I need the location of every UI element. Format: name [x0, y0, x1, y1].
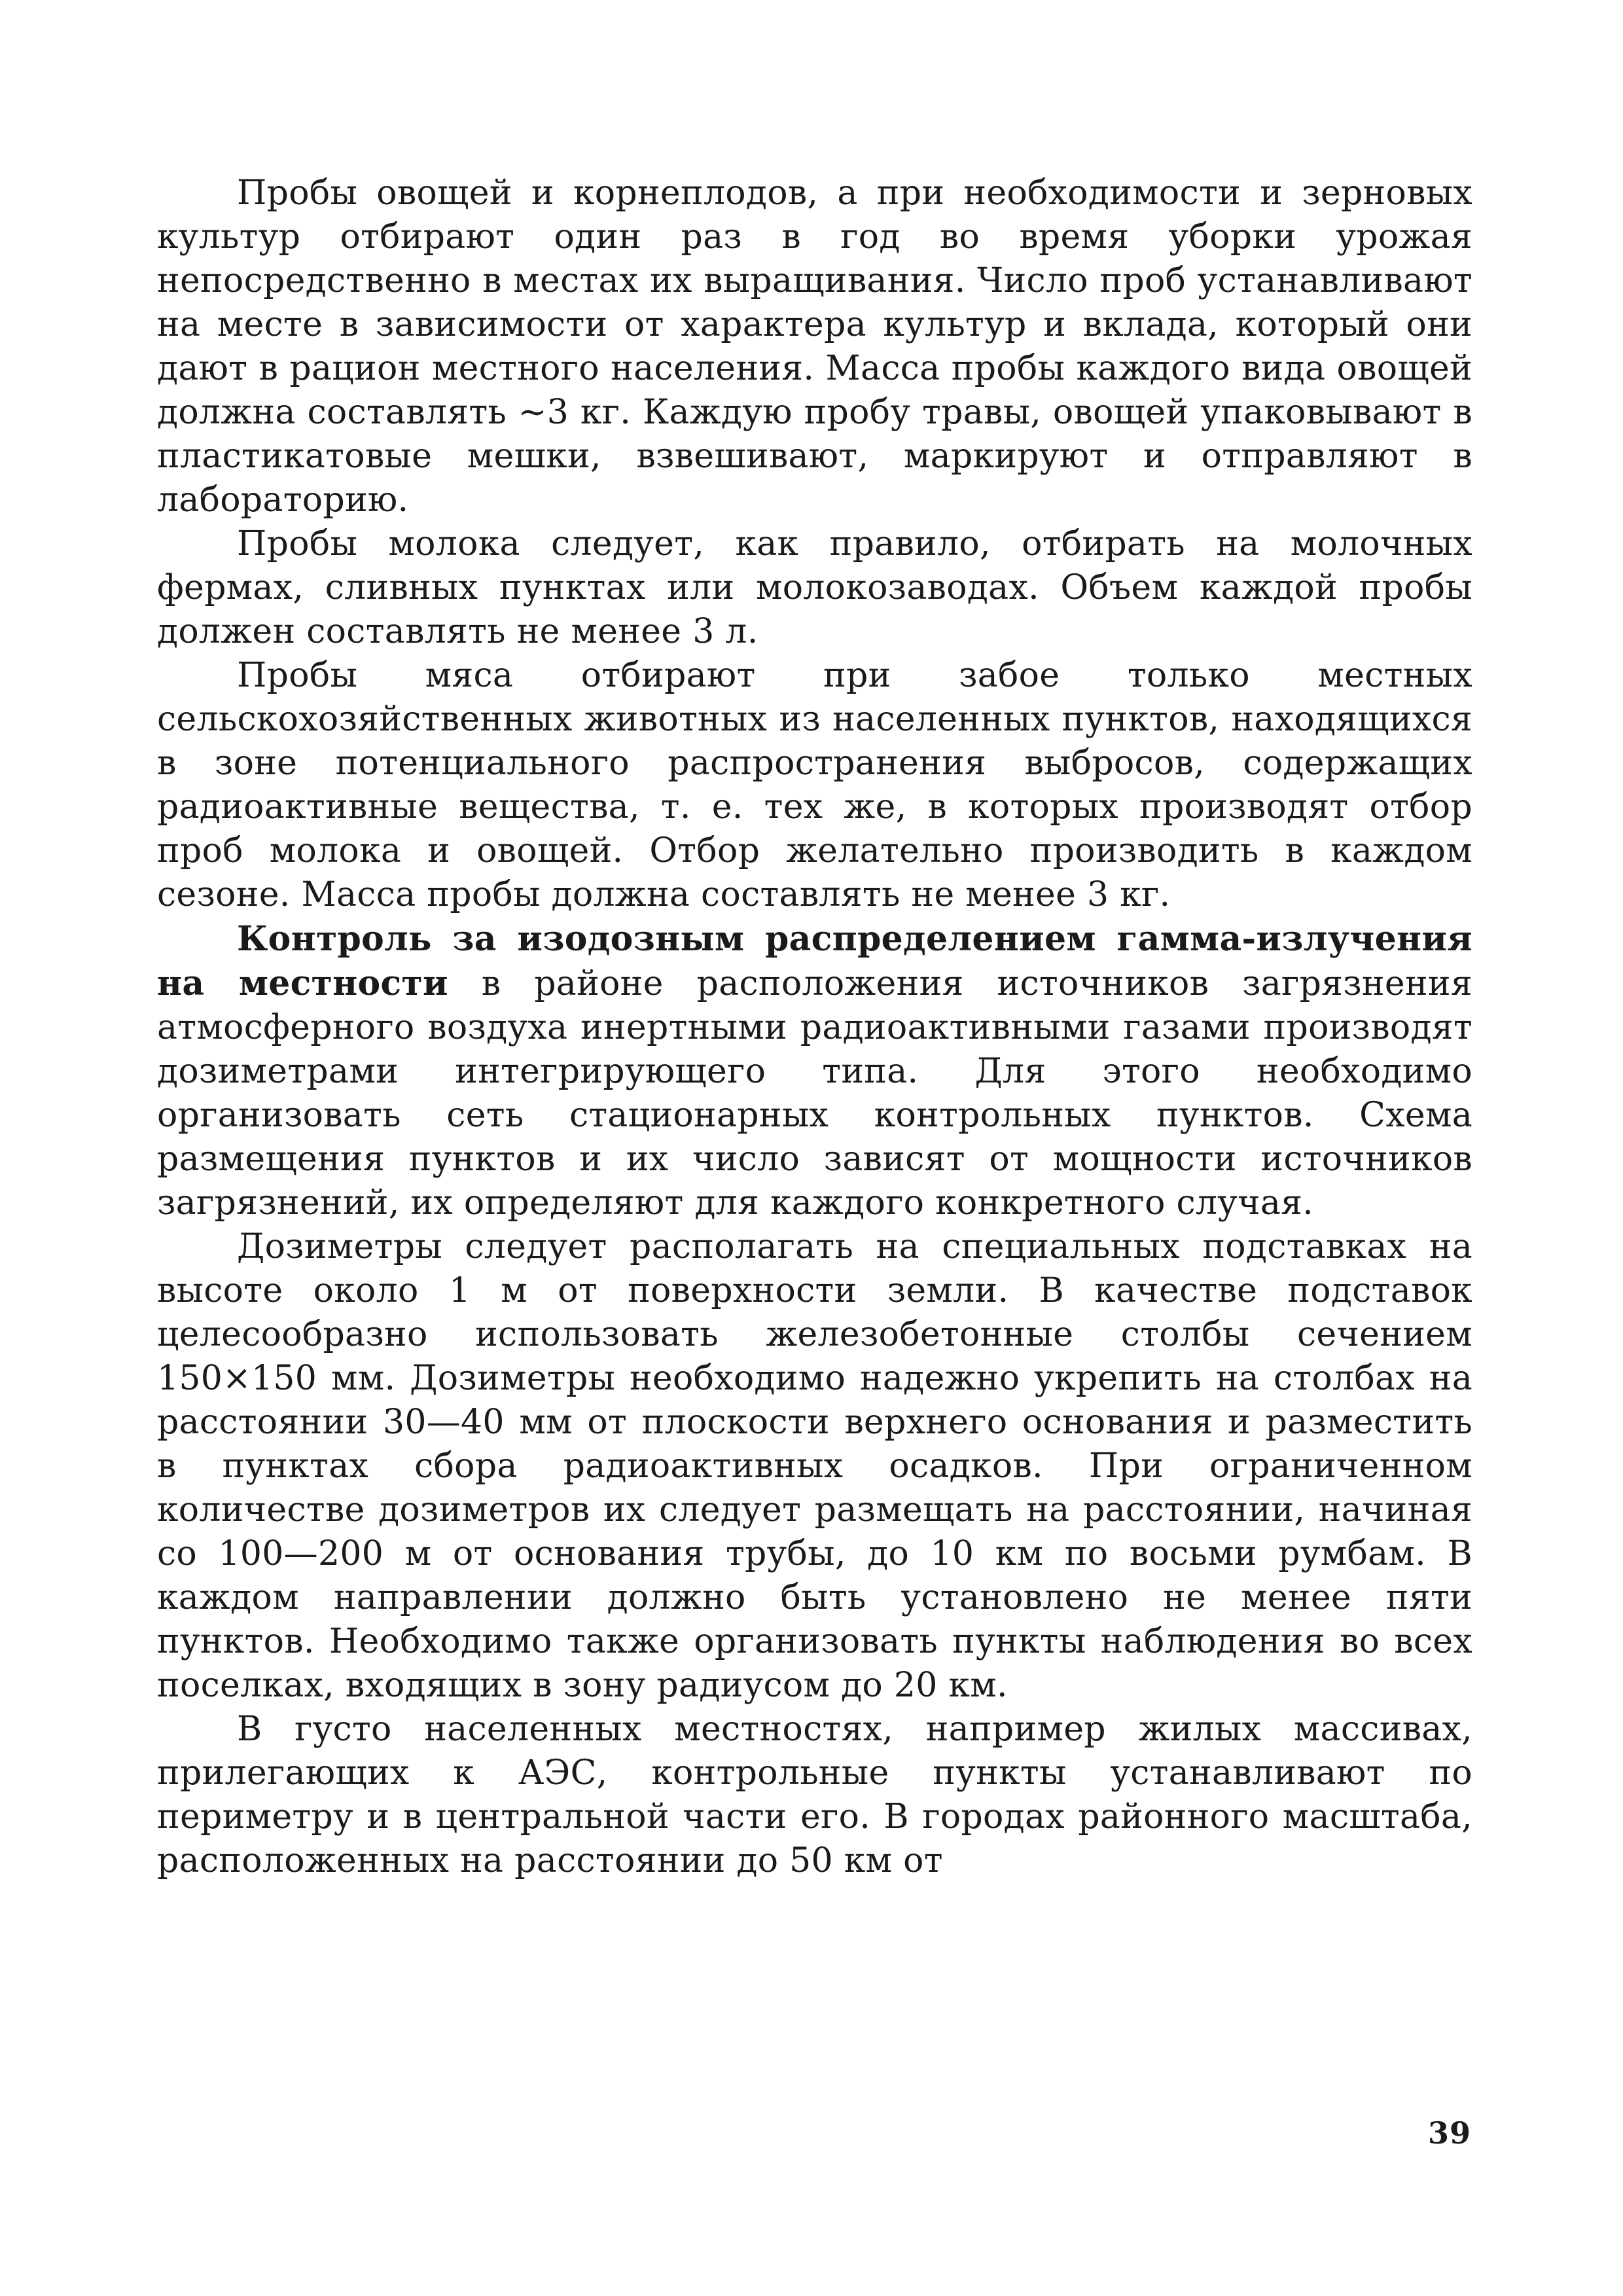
paragraph-milk-samples: [157, 522, 1472, 654]
page-number: 39: [1427, 2115, 1471, 2151]
page-body: [157, 171, 1472, 1883]
paragraph-text: Пробы мяса отбирают при забое только местных сельскохозяйственных животных из населенных пунктов, находящихся в зоне потенциального распространения выбросов, содержащих радиоактивные вещества, т. е. тех же, в которых производят отбор проб молока и овощей. Отбор желательно производить в каждом сезоне. Масса пробы должна составлять не менее 3 кг.: [157, 656, 1472, 914]
paragraph-lead-heading: Контроль за изодозным распределением гамма-излучения на местности: [157, 919, 1472, 1003]
paragraph-text: в районе расположения источников загрязнения атмосферного воздуха инертными радиоактивными газами производят дозиметрами интегрирующего типа. Для этого необходимо организовать сеть стационарных контрольных пунктов. Схема размещения пунктов и их число зависят от мощности источников загрязнений, их определяют для каждого конкретного случая.: [157, 964, 1472, 1223]
paragraph-text: В густо населенных местностях, например жилых массивах, прилегающих к АЭС, контрольные пункты устанавливают по периметру и в центральной части его. В городах районного масштаба, расположенных на расстоянии до 50 км от: [157, 1710, 1472, 1880]
paragraph-vegetable-samples: [157, 171, 1472, 522]
paragraph-text: Дозиметры следует располагать на специальных подставках на высоте около 1 м от поверхности земли. В качестве подставок целесообразно использовать железобетонные столбы сечением 150×150 мм. Дозиметры необходимо надежно укрепить на столбах на расстоянии 30—40 мм от плоскости верхнего основания и разместить в пунктах сбора радиоактивных осадков. При ограниченном количестве дозиметров их следует размещать на расстоянии, начиная со 100—200 м от основания трубы, до 10 км по восьми румбам. В каждом направлении должно быть установлено не менее пяти пунктов. Необходимо также организовать пункты наблюдения во всех поселках, входящих в зону радиусом до 20 км.: [157, 1227, 1472, 1705]
paragraph-populated-areas: [157, 1708, 1472, 1883]
paragraph-gamma-control: [157, 917, 1472, 1225]
paragraph-meat-samples: [157, 654, 1472, 917]
paragraph-dosimeter-placement: [157, 1225, 1472, 1708]
paragraph-text: Пробы молока следует, как правило, отбирать на молочных фермах, сливных пунктах или молокозаводах. Объем каждой пробы должен составлять не менее 3 л.: [157, 524, 1472, 651]
paragraph-text: Пробы овощей и корнеплодов, а при необходимости и зерновых культур отбирают один раз в год во время уборки урожая непосредственно в местах их выращивания. Число проб устанавливают на месте в зависимости от характера культур и вклада, который они дают в рацион местного населения. Масса пробы каждого вида овощей должна составлять ~3 кг. Каждую пробу травы, овощей упаковывают в пластикатовые мешки, взвешивают, маркируют и отправляют в лабораторию.: [157, 173, 1472, 520]
